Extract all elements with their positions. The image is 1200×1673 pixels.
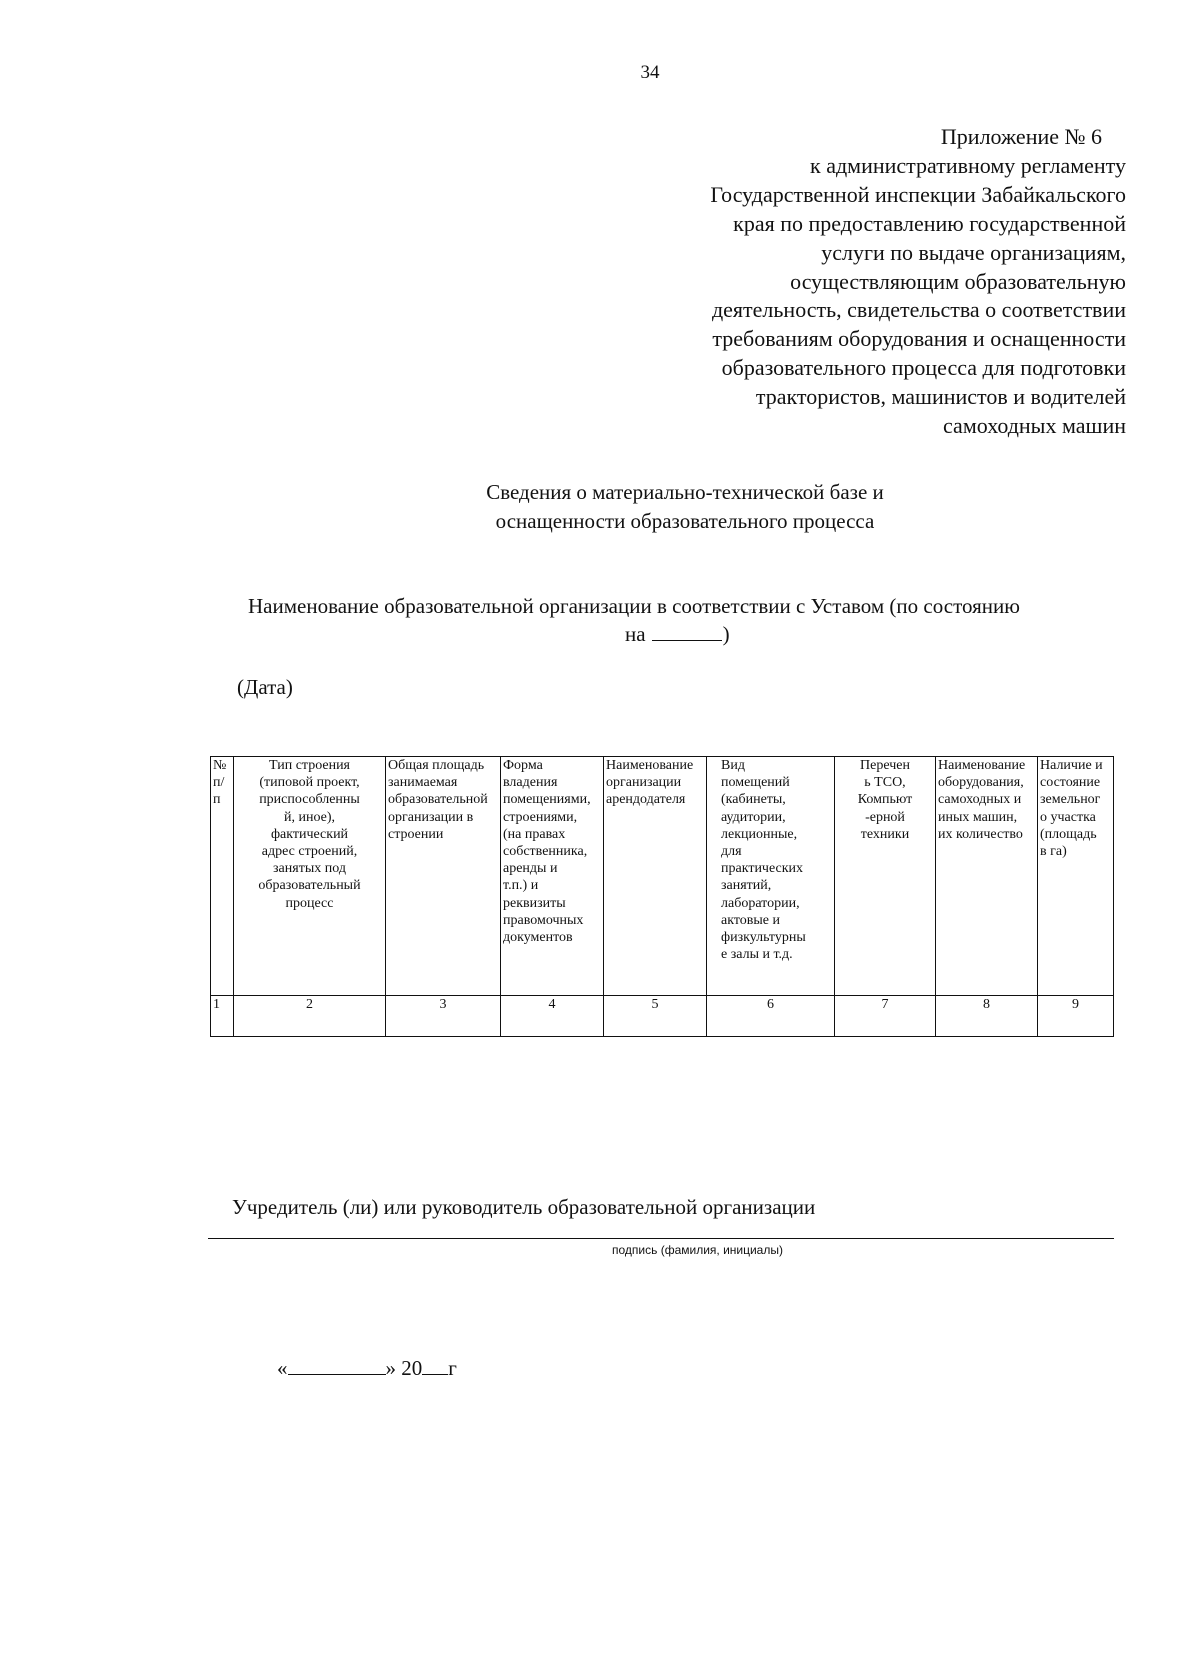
date-label: (Дата) [237,675,293,699]
table-header-cell: Общая площадь занимаемая образовательной организации в строении [386,757,501,996]
table-header-cell: Наличие и состояние земельног о участка (площадь в га) [1038,757,1114,996]
table-number-row [211,996,1114,1037]
document-title-line: Сведения о материально-технической базе и [486,480,884,504]
table-column-number: 4 [501,996,604,1037]
date-fill-line [277,1356,457,1381]
assets-table [210,756,1114,1037]
table-header-cell: Форма владения помещениями, строениями, (на правах собственника, аренды и т.п.) и реквизиты правомочных документов [501,757,604,996]
as-of-suffix: ) [722,622,730,646]
appendix-line: к административному регламенту [810,152,1126,178]
signature-line[interactable] [208,1238,1114,1239]
as-of-blank[interactable] [652,622,722,641]
table-header-cell: Тип строения (типовой проект, приспособленны й, иное), фактический адрес строений, занятых под образовательный процесс [234,757,386,996]
table-column-number: 8 [936,996,1038,1037]
table-header-cell: Вид помещений (кабинеты, аудитории, лекционные, для практических занятий, лаборатории, актовые и физкультурны е залы и т.д. [707,757,835,996]
appendix-line: образовательного процесса для подготовки [721,355,1126,381]
page-number: 34 [640,62,660,83]
table-header-cell: Перечен ь ТСО, Компьют -ерной техники [835,757,936,996]
appendix-line: самоходных машин [943,413,1126,439]
as-of-line [625,622,730,647]
year-blank[interactable] [422,1356,448,1375]
founder-label: Учредитель (ли) или руководитель образовательной организации [232,1195,816,1219]
table-column-number: 3 [386,996,501,1037]
table-column-number: 7 [835,996,936,1037]
date-open-quote: « [277,1356,288,1380]
signature-caption: подпись (фамилия, инициалы) [612,1243,783,1257]
appendix-line: Государственной инспекции Забайкальского [710,181,1126,207]
table-column-number: 9 [1038,996,1114,1037]
appendix-title: Приложение № 6 [940,124,1102,149]
table-column-number: 2 [234,996,386,1037]
appendix-line: края по предоставлению государственной [733,210,1126,236]
document-title [450,478,920,536]
appendix-line: трактористов, машинистов и водителей [755,384,1126,410]
as-of-prefix: на [625,622,646,646]
appendix-line: осуществляющим образовательную [790,268,1126,294]
year-suffix: г [448,1356,457,1380]
appendix-line: услуги по выдаче организациям, [821,239,1126,265]
document-title-line: оснащенности образовательного процесса [495,509,875,533]
table-column-number: 5 [604,996,707,1037]
appendix-block [566,123,1126,441]
table-header-cell: Наименование организации арендодателя [604,757,707,996]
table-column-number: 6 [707,996,835,1037]
date-close-quote-year: » 20 [385,1356,423,1380]
table-header-row [211,757,1114,996]
table-column-number: 1 [211,996,234,1037]
organization-name-line: Наименование образовательной организации в соответствии с Уставом (по состоянию [248,594,1020,618]
table-header-cell: Наименование оборудования, самоходных и иных машин, их количество [936,757,1038,996]
appendix-line: деятельность, свидетельства о соответствии [711,297,1126,323]
appendix-line: требованиям оборудования и оснащенности [712,326,1126,352]
day-month-blank[interactable] [288,1356,386,1375]
table-header-cell: № п/ п [211,757,234,996]
